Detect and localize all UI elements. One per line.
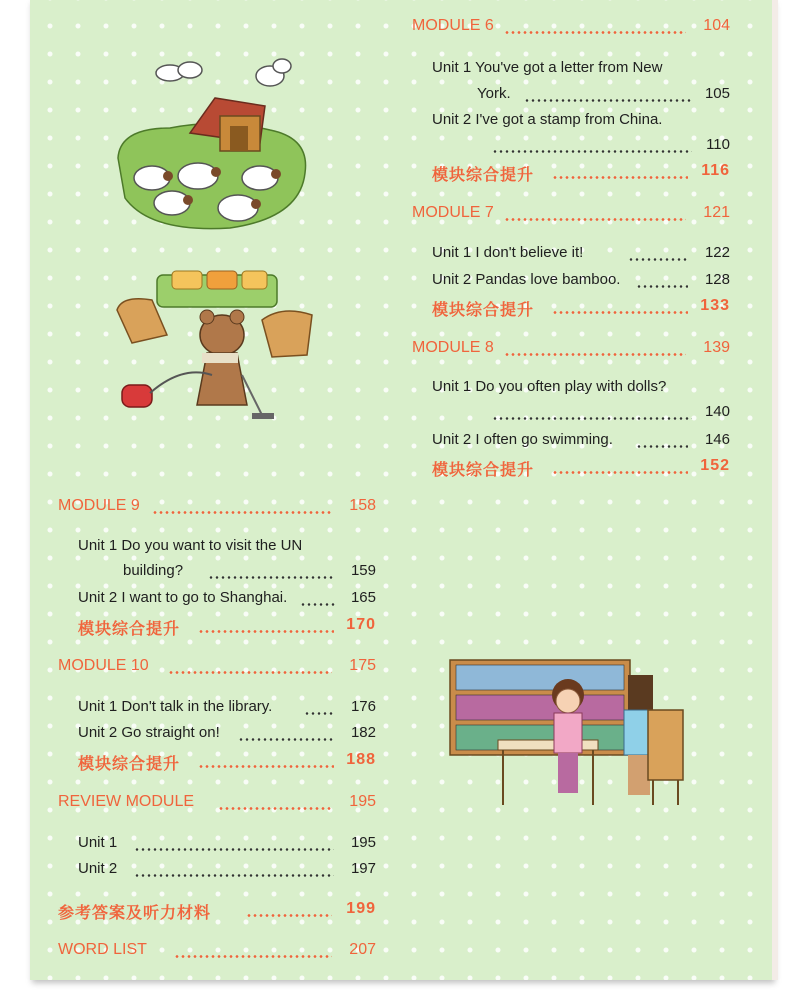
leader-dots — [174, 955, 332, 958]
leader-dots — [492, 417, 692, 420]
toc-entry-unit-continued[interactable] — [432, 85, 732, 109]
toc-entry-unit-continued[interactable] — [432, 403, 732, 427]
leader-dots — [552, 176, 688, 179]
leader-dots — [636, 285, 688, 288]
toc-entry-module-review[interactable] — [432, 457, 732, 481]
bear-vacuum-illustration — [112, 265, 322, 435]
toc-entry-module-review[interactable] — [432, 297, 732, 321]
toc-page-number: 128 — [704, 271, 730, 288]
toc-entry-title: Unit 2 — [78, 860, 118, 877]
toc-entry-title: REVIEW MODULE — [58, 793, 195, 810]
leader-dots — [524, 99, 692, 102]
toc-page-number: 170 — [346, 616, 376, 633]
toc-entry-title: Unit 2 Pandas love bamboo. — [432, 271, 621, 288]
toc-entry-unit[interactable] — [432, 378, 732, 402]
toc-page-number: 110 — [706, 136, 730, 153]
farm-sheep-illustration — [110, 58, 310, 238]
toc-page-number: 133 — [700, 297, 730, 314]
toc-entry-title-continued: building? — [123, 562, 184, 579]
leader-dots — [238, 738, 334, 741]
toc-entry-module-10[interactable] — [58, 657, 378, 681]
toc-page-number: 146 — [704, 431, 730, 448]
toc-entry-title: Unit 1 I don't believe it! — [432, 244, 584, 261]
toc-page-number: 165 — [350, 589, 376, 606]
toc-entry-title: Unit 1 Don't talk in the library. — [78, 698, 273, 715]
toc-entry-title: Unit 1 Do you often play with dolls? — [432, 378, 667, 395]
leader-dots — [218, 807, 332, 810]
leader-dots — [246, 914, 332, 917]
toc-page-number: 207 — [349, 941, 376, 958]
toc-entry-title: Unit 1 Do you want to visit the UN — [78, 537, 303, 554]
toc-entry-unit-continued[interactable] — [78, 562, 378, 586]
leader-dots — [504, 353, 686, 356]
leader-dots — [628, 258, 688, 261]
toc-entry-module-7[interactable] — [412, 204, 732, 228]
toc-entry-title: Unit 2 I've got a stamp from China. — [432, 111, 663, 128]
toc-entry-title: MODULE 7 — [412, 204, 494, 221]
toc-entry-unit[interactable] — [432, 244, 732, 268]
toc-page-number: 139 — [703, 339, 730, 356]
toc-entry-unit[interactable] — [432, 271, 732, 295]
toc-entry-title: 模块综合提升 — [78, 756, 181, 773]
toc-entry-title: Unit 2 I want to go to Shanghai. — [78, 589, 288, 606]
toc-page-number: 152 — [700, 457, 730, 474]
toc-entry-module-8[interactable] — [412, 339, 732, 363]
toc-entry-module-review[interactable] — [78, 616, 378, 640]
toc-page-number: 122 — [704, 244, 730, 261]
leader-dots — [504, 31, 686, 34]
leader-dots — [504, 218, 686, 221]
toc-page-number: 197 — [350, 860, 376, 877]
toc-page-number: 195 — [349, 793, 376, 810]
toc-entry-title: 模块综合提升 — [432, 167, 535, 184]
toc-page-number: 116 — [701, 162, 730, 179]
toc-entry-title: 模块综合提升 — [432, 462, 535, 479]
toc-entry-unit[interactable] — [432, 111, 732, 135]
leader-dots — [208, 576, 334, 579]
library-children-illustration — [448, 655, 698, 820]
toc-page-number: 140 — [704, 403, 730, 420]
toc-entry-unit[interactable] — [432, 59, 732, 83]
leader-dots — [134, 848, 334, 851]
leader-dots — [134, 874, 334, 877]
toc-entry-title: 模块综合提升 — [78, 621, 181, 638]
toc-entry-title: MODULE 8 — [412, 339, 494, 356]
toc-entry-title: MODULE 10 — [58, 657, 149, 674]
toc-entry-module-6[interactable] — [412, 17, 732, 41]
leader-dots — [152, 511, 332, 514]
leader-dots — [198, 765, 334, 768]
toc-entry-module-review[interactable] — [432, 162, 732, 186]
toc-page-number: 104 — [703, 17, 730, 34]
toc-entry-unit[interactable] — [78, 834, 378, 858]
toc-entry-word-list[interactable] — [58, 941, 378, 965]
toc-entry-unit-continued[interactable] — [432, 136, 732, 160]
toc-entry-module-review[interactable] — [78, 751, 378, 775]
toc-entry-title: Unit 1 — [78, 834, 118, 851]
leader-dots — [168, 671, 332, 674]
toc-entry-module-9[interactable] — [58, 497, 378, 521]
toc-entry-answers[interactable] — [58, 900, 378, 924]
toc-entry-unit[interactable] — [78, 698, 378, 722]
leader-dots — [304, 712, 334, 715]
toc-page-number: 121 — [703, 204, 730, 221]
toc-page-number: 158 — [349, 497, 376, 514]
toc-entry-title: MODULE 6 — [412, 17, 494, 34]
toc-entry-review-module[interactable] — [58, 793, 378, 817]
toc-entry-unit[interactable] — [432, 431, 732, 455]
leader-dots — [552, 311, 688, 314]
toc-page-number: 195 — [350, 834, 376, 851]
toc-entry-title: 模块综合提升 — [432, 302, 535, 319]
leader-dots — [492, 150, 692, 153]
toc-entry-unit[interactable] — [78, 724, 378, 748]
toc-page-number: 105 — [704, 85, 730, 102]
toc-entry-title: Unit 2 Go straight on! — [78, 724, 220, 741]
page-edge — [772, 0, 778, 980]
toc-entry-title: WORD LIST — [58, 941, 147, 958]
toc-entry-title: 参考答案及听力材料 — [58, 905, 212, 922]
toc-entry-title: MODULE 9 — [58, 497, 140, 514]
leader-dots — [300, 603, 336, 606]
toc-page-number: 188 — [346, 751, 376, 768]
leader-dots — [198, 630, 334, 633]
toc-entry-unit[interactable] — [78, 537, 378, 561]
toc-entry-unit[interactable] — [78, 860, 378, 884]
toc-page-number: 175 — [349, 657, 376, 674]
toc-page-number: 182 — [350, 724, 376, 741]
toc-entry-title: Unit 1 You've got a letter from New — [432, 59, 663, 76]
toc-entry-unit[interactable] — [78, 589, 378, 613]
toc-page-number: 199 — [346, 900, 376, 917]
toc-page-number: 176 — [350, 698, 376, 715]
toc-entry-title: Unit 2 I often go swimming. — [432, 431, 613, 448]
leader-dots — [636, 445, 688, 448]
toc-page-number: 159 — [350, 562, 376, 579]
leader-dots — [552, 471, 688, 474]
toc-entry-title-continued: York. — [477, 85, 511, 102]
